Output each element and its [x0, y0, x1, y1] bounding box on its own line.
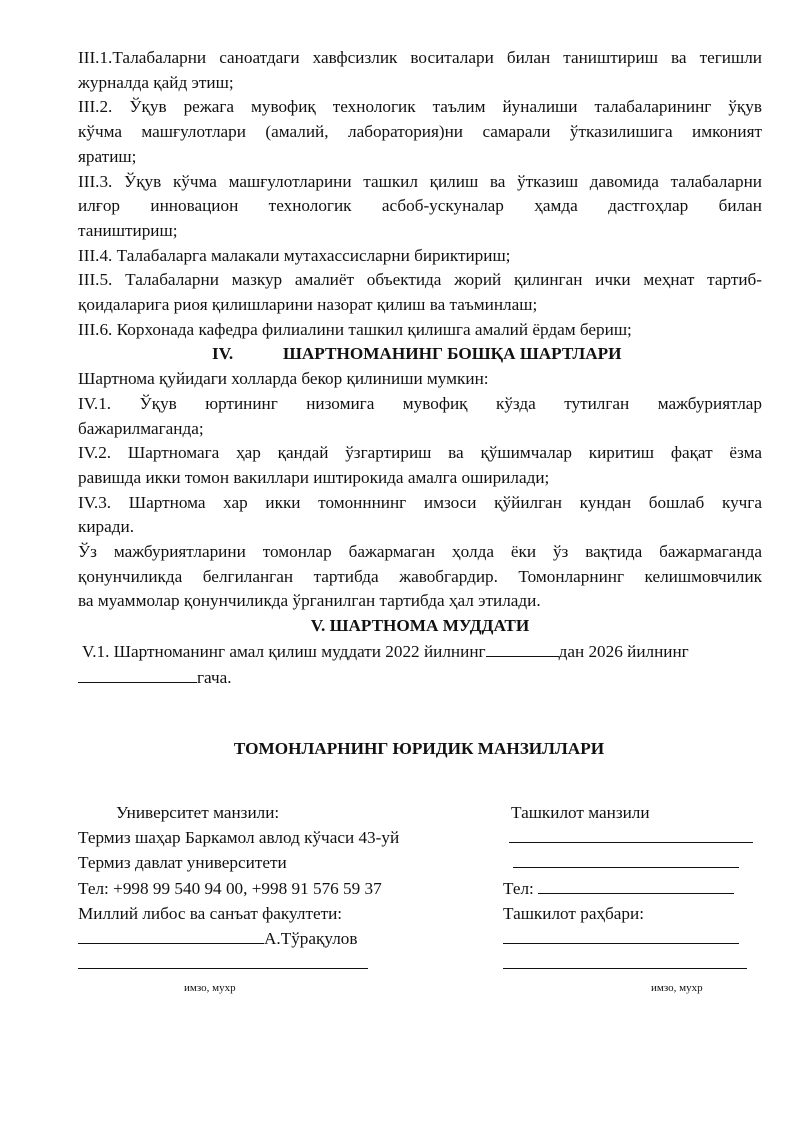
organization-heading: Ташкилот манзили [511, 803, 650, 822]
clause-3-4: III.4. Талабаларга малакали мутахассисларни бириктириш; [78, 245, 511, 265]
organization-sign-note: имзо, мухр [651, 982, 703, 994]
clause-4-1: IV.1. Ўқув юртининг низомига мувофиқ кўзда тутилган мажбуриятлар бажарилмаганда; [78, 393, 762, 438]
end-date-blank [78, 666, 197, 683]
clause-3-5: III.5. Талабаларни мазкур амалиёт объектида жорий қилинган ички меҳнат тартиб- қоидаларига риоя қилишларини назорат қилиш ва таъминлаш; [78, 270, 762, 315]
section-5-title: V. ШАРТНОМА МУДДАТИ [310, 616, 530, 636]
university-phone: Тел: +998 99 540 94 00, +998 91 576 59 37 [78, 878, 382, 898]
organization-phone: Тел: [503, 876, 753, 901]
section-4-heading [78, 342, 762, 367]
organization-address-line-2 [513, 851, 739, 868]
clause-3-1: III.1.Талабаларни саноатдаги хавфсизлик воситалари билан таништириш ва тегишли журналда қайд этиш; [78, 48, 762, 92]
clause-5-1: V.1. Шартноманинг амал қилиш муддати 2022 йилнинг дан 2026 йилнинг гача. [78, 639, 762, 691]
clause-3-3: III.3. Ўқув кўчма машғулотларини ташкил қилиш ва ўтказиш давомида талабаларни илғор инновацион технологик асбоб-ускуналар ҳамда дастгоҳлар билан таништириш; [78, 171, 762, 240]
addresses-title: ТОМОНЛАРНИНГ ЮРИДИК МАНЗИЛЛАРИ [233, 739, 605, 758]
organization-address-line-1 [509, 826, 753, 843]
document-body [78, 46, 762, 691]
clause-3-6: III.6. Корхонада кафедра филиалини ташкил қилишга амалий ёрдам бериш; [78, 319, 632, 339]
university-address [78, 800, 399, 976]
university-street: Термиз шаҳар Баркамол авлод кўчаси 43-уй [78, 828, 400, 848]
organization-head-label: Ташкилот раҳбари: [503, 903, 644, 923]
university-heading: Университет манзили: [116, 803, 280, 822]
section-4-intro: Шартнома қуйидаги холларда бекор қилиниши мумкин: [78, 369, 489, 389]
clause-4-3: IV.3. Шартнома хар икки томонннинг имзоси қўйилган кундан бошлаб кучга киради. [78, 492, 762, 537]
liability-paragraph: Ўз мажбуриятларини томонлар бажармаган ҳолда ёки ўз вақтида бажармаганда қонунчиликда белгиланган тартибда жавобгардир. Томонларнинг келишмовчилик ва муаммолар қонунчиликда ўрганилган тартибда ҳал этилади. [78, 542, 762, 611]
university-signature-line [78, 951, 399, 976]
clause-3-2: III.2. Ўқув режага мувофиқ технологик таълим йуналиши талабаларининг ўқув кўчма машғулотлари (амалий, лаборатория)ни самарали ўтказилишига имконият яратиш; [78, 97, 762, 166]
section-4-title: ШАРТНОМАНИНГ БОШҚА ШАРТЛАРИ [283, 344, 622, 364]
university-sign-note: имзо, мухр [184, 982, 236, 994]
signer-name: А.Тўрақулов [264, 929, 358, 949]
start-date-blank [486, 640, 559, 657]
organization-head-line [503, 927, 739, 944]
faculty-name: Миллий либос ва санъат факултети: [78, 903, 343, 923]
clause-4-2: IV.2. Шартномага ҳар қандай ўзгартириш ва қўшимчалар киритиш фақат ёзма равишда икки томон вакиллари иштирокида амалга оширилади; [78, 443, 762, 487]
university-signer-line [78, 926, 399, 951]
organization-signature-line [503, 952, 747, 969]
university-name: Термиз давлат университети [78, 853, 287, 873]
organization-address [503, 800, 753, 976]
section-4-number: IV. [212, 344, 234, 364]
